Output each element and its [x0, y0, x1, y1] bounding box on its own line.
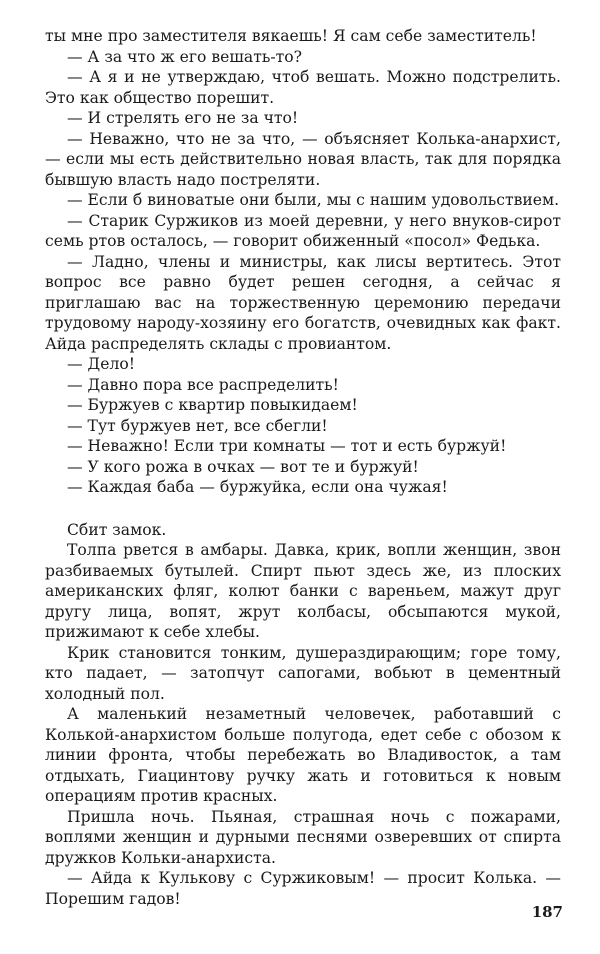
dialogue-line: — Давно пора все распределить! — [67, 375, 339, 394]
dialogue-line: — Старик Суржиков из моей деревни, у него внуков-сирот семь ртов осталось, — говорит обиженный «посол» Федька. — [45, 211, 561, 250]
paragraph: Пришла ночь. Пьяная, страшная ночь с пожарами, воплями женщин и дурными песнями озверевших от спирта дружков Кольки-анархиста. — [45, 807, 561, 867]
page-number: 187 — [531, 903, 563, 921]
dialogue-line: — Если б виноватые они были, мы с нашим удовольствием. — [67, 191, 560, 209]
dialogue-line: — Дело! — [67, 355, 136, 373]
dialogue-line: — Каждая баба — буржуйка, если она чужая! — [67, 478, 448, 496]
book-page — [45, 26, 561, 909]
paragraph: Толпа рвется в амбары. Давка, крик, вопли женщин, звон разбиваемых бутылей. Спирт пьют здесь же, из плоских американских фляг, колют банки с вареньем, мажут друг другу лица, вопят, жрут колбасы, обсыпаются мукой, прижимают к себе хлебы. — [45, 541, 561, 641]
dialogue-line: — Айда к Кулькову с Суржиковым! — просит Колька. — Порешим гадов! — [45, 869, 561, 908]
dialogue-line: — А я и не утверждаю, чтоб вешать. Можно подстрелить. Это как общество порешит. — [45, 68, 561, 107]
dialogue-line: — А за что ж его вешать-то? — [67, 47, 302, 66]
section-opening-line: Сбит замок. — [67, 520, 167, 539]
section-break — [45, 498, 561, 518]
dialogue-line: — Неважно, что не за что, — объясняет Колька-анархист, — если мы есть действительно новая власть, так для порядка бывшую власть надо постреляти. — [45, 129, 561, 189]
paragraph: А маленький незаметный человечек, работавший с Колькой-анархистом больше полугода, едет себе с обозом к линии фронта, чтобы перебежать во Владивосток, а там отдыхать, Гиацинтову ручку жать и готовиться к новым операциям против красных. — [45, 705, 561, 805]
dialogue-line: — Тут буржуев нет, все сбегли! — [67, 416, 328, 435]
paragraph: ты мне про заместителя вякаешь! Я сам себе заместитель! — [45, 27, 537, 45]
paragraph: Крик становится тонким, душераздирающим; горе тому, кто падает, — затопчут сапогами, вобьют в цементный холодный пол. — [45, 643, 561, 703]
dialogue-line: — Буржуев с квартир повыкидаем! — [67, 396, 358, 414]
dialogue-line: — И стрелять его не за что! — [67, 109, 299, 127]
dialogue-line: — У кого рожа в очках — вот те и буржуй! — [67, 457, 419, 476]
dialogue-line: — Неважно! Если три комнаты — тот и есть буржуй! — [67, 437, 507, 455]
dialogue-line: — Ладно, члены и министры, как лисы вертитесь. Этот вопрос все равно будет решен сегодня, а сейчас я приглашаю вас на торжественную церемонию передачи трудовому народу-хозяину его богатств, очевидных как факт. Айда распределять склады с провиантом. — [45, 252, 561, 353]
